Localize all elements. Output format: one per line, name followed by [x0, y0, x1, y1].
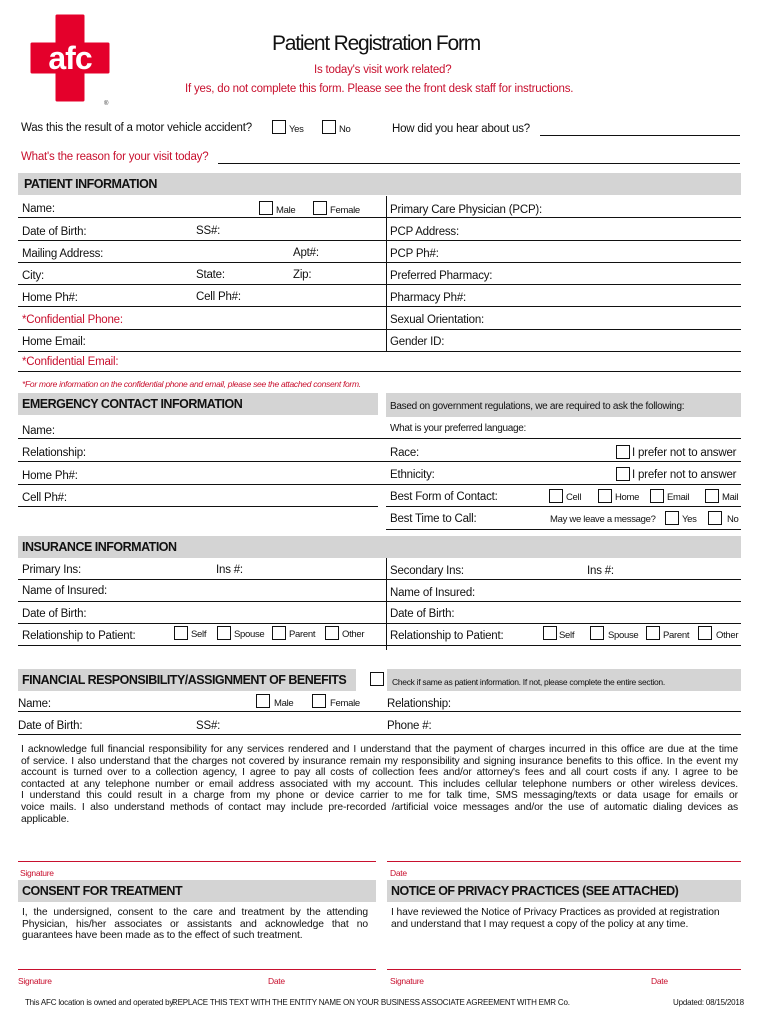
primary-relationship-label: Relationship to Patient:	[22, 630, 136, 642]
patient-male-checkbox[interactable]	[259, 201, 273, 215]
financial-line: account is turned over to a collection agency, I agree to pay all costs of collection fees and/or attorney's fees and all court costs if any. I agree to be	[21, 767, 738, 779]
financial-male-checkbox[interactable]	[256, 694, 270, 708]
logo-text: afc	[48, 40, 92, 76]
row-line	[18, 734, 741, 735]
financial-line: voice mails. I also understand methods of contact may include pre-recorded /artificial voice messages and/or the use of automatic dialing devices as	[21, 801, 738, 813]
emergency-home-phone-label: Home Ph#:	[22, 470, 78, 482]
secondary-ins-label: Secondary Ins:	[390, 565, 464, 577]
mailing-address-label: Mailing Address:	[22, 248, 104, 260]
patient-male-label: Male	[276, 205, 296, 216]
financial-line: applicable.	[21, 813, 70, 825]
privacy-paragraph	[391, 907, 739, 930]
patient-info-heading: PATIENT INFORMATION	[24, 177, 157, 191]
form-title: Patient Registration Form	[272, 32, 481, 55]
primary-dob-label: Date of Birth:	[22, 608, 87, 620]
work-related-question: Is today's visit work related?	[314, 64, 452, 76]
financial-heading: FINANCIAL RESPONSIBILITY/ASSIGNMENT OF BENEFITS	[22, 673, 347, 687]
ethnicity-label: Ethnicity:	[390, 469, 435, 481]
emergency-name-label: Name:	[22, 425, 55, 437]
primary-parent-label: Parent	[289, 629, 316, 640]
home-phone-label: Home Ph#:	[22, 292, 78, 304]
race-label: Race:	[390, 447, 420, 459]
emergency-heading: EMERGENCY CONTACT INFORMATION	[22, 397, 243, 411]
row-line	[18, 623, 741, 624]
patient-ssn-label: SS#:	[196, 225, 221, 237]
row-line	[18, 262, 741, 263]
financial-paragraph	[21, 744, 738, 825]
row-line	[18, 240, 741, 241]
emergency-relationship-label: Relationship:	[22, 447, 86, 459]
preferred-language-label: What is your preferred language:	[390, 423, 527, 434]
apt-label: Apt#:	[293, 247, 319, 259]
gender-id-label: Gender ID:	[390, 336, 445, 348]
footer-owned-text: This AFC location is owned and operated by:	[25, 998, 176, 1007]
insurance-heading: INSURANCE INFORMATION	[22, 540, 177, 554]
contact-cell-label: Cell	[566, 492, 582, 503]
financial-signature-label: Signature	[20, 868, 54, 878]
primary-name-insured-label: Name of Insured:	[22, 585, 108, 597]
financial-line: of service. I also understand that the charges not covered by insurance remain my responsibility and signing insurance benefits to this office. In the event my	[21, 755, 738, 767]
motor-vehicle-question: Was this the result of a motor vehicle accident?	[21, 122, 252, 134]
primary-ins-number-label: Ins #:	[216, 564, 243, 576]
best-contact-label: Best Form of Contact:	[390, 491, 498, 503]
patient-female-label: Female	[330, 205, 360, 216]
row-line	[18, 351, 741, 352]
primary-other-label: Other	[342, 629, 365, 640]
financial-line: I understand this could result in a charge from my phone or device carrier to me for talk time, SMS messaging/texts or data usage for emails or	[21, 790, 738, 802]
pcp-phone-label: PCP Ph#:	[390, 248, 439, 260]
race-prefer-not-checkbox[interactable]	[616, 445, 630, 459]
same-as-patient-text: Check if same as patient information. If not, please complete the entire section.	[392, 677, 665, 687]
financial-dob-label: Date of Birth:	[18, 720, 83, 732]
row-line	[18, 217, 741, 218]
financial-female-checkbox[interactable]	[312, 694, 326, 708]
contact-mail-checkbox[interactable]	[705, 489, 719, 503]
ethnicity-prefer-not-label: I prefer not to answer	[632, 469, 737, 481]
consent-line: I, the undersigned, consent to the care and treatment by the attending	[22, 907, 368, 918]
best-time-label: Best Time to Call:	[390, 513, 477, 525]
motor-yes-checkbox[interactable]	[272, 120, 286, 134]
secondary-parent-label: Parent	[663, 630, 690, 641]
privacy-line: I have reviewed the Notice of Privacy Practices as provided at registration	[391, 907, 720, 918]
row-line	[18, 329, 741, 330]
patient-female-checkbox[interactable]	[313, 201, 327, 215]
financial-relationship-label: Relationship:	[387, 698, 451, 710]
row-line	[386, 529, 741, 530]
row-line	[18, 711, 741, 712]
privacy-signature-label: Signature	[390, 976, 424, 986]
pharmacy-phone-label: Pharmacy Ph#:	[390, 292, 467, 304]
motor-no-label: No	[339, 124, 351, 135]
state-label: State:	[196, 269, 225, 281]
secondary-dob-label: Date of Birth:	[390, 608, 455, 620]
financial-phone-label: Phone #:	[387, 720, 432, 732]
secondary-spouse-label: Spouse	[608, 630, 639, 641]
privacy-heading: NOTICE OF PRIVACY PRACTICES (SEE ATTACHED)	[391, 884, 679, 898]
secondary-parent-checkbox[interactable]	[646, 626, 660, 640]
secondary-self-label: Self	[559, 630, 575, 641]
city-label: City:	[22, 270, 45, 282]
insurance-divider	[386, 558, 387, 650]
leave-message-yes-label: Yes	[682, 514, 697, 525]
primary-self-label: Self	[191, 629, 207, 640]
patient-dob-label: Date of Birth:	[22, 226, 87, 238]
financial-ssn-label: SS#:	[196, 720, 221, 732]
secondary-spouse-checkbox[interactable]	[590, 626, 604, 640]
row-line	[18, 371, 741, 372]
consent-signature-label: Signature	[18, 976, 52, 986]
privacy-line: and understand that I may request a copy of the policy at any time.	[391, 918, 689, 930]
motor-no-checkbox[interactable]	[322, 120, 336, 134]
row-line	[18, 438, 741, 439]
pcp-label: Primary Care Physician (PCP):	[390, 204, 543, 216]
motor-yes-label: Yes	[289, 124, 304, 135]
privacy-signature-line[interactable]	[387, 969, 741, 970]
financial-line: I acknowledge full financial responsibility for any services rendered and I understand that the payment of charges incurred in this office are due at the time	[21, 744, 738, 755]
consent-paragraph	[22, 907, 368, 942]
pcp-address-label: PCP Address:	[390, 226, 459, 238]
footer-updated-text: Updated: 08/15/2018	[673, 998, 744, 1007]
row-line	[18, 506, 378, 507]
contact-email-label: Email	[667, 492, 690, 503]
contact-mail-label: Mail	[722, 492, 739, 503]
financial-female-label: Female	[330, 698, 360, 709]
secondary-self-checkbox[interactable]	[543, 626, 557, 640]
hear-about-line[interactable]	[540, 135, 740, 136]
home-email-label: Home Email:	[22, 336, 86, 348]
visit-reason-line[interactable]	[218, 163, 740, 164]
work-related-instruction: If yes, do not complete this form. Please see the front desk staff for instructions.	[185, 83, 574, 95]
secondary-relationship-label: Relationship to Patient:	[390, 630, 504, 642]
row-line	[386, 506, 741, 507]
secondary-other-label: Other	[716, 630, 739, 641]
row-line	[18, 306, 741, 307]
leave-message-no-label: No	[727, 514, 739, 525]
primary-other-checkbox[interactable]	[325, 626, 339, 640]
primary-ins-label: Primary Ins:	[22, 564, 81, 576]
consent-date-label: Date	[268, 976, 285, 986]
contact-email-checkbox[interactable]	[650, 489, 664, 503]
primary-spouse-label: Spouse	[234, 629, 265, 640]
row-line	[18, 484, 741, 485]
financial-line: contacted at any telephone number or email address associated with my account. This includes cellular telephone numbers or other wireless devices.	[21, 778, 738, 790]
visit-reason-label: What's the reason for your visit today?	[21, 151, 209, 163]
secondary-ins-number-label: Ins #:	[587, 565, 614, 577]
hear-about-label: How did you hear about us?	[392, 123, 531, 135]
contact-cell-checkbox[interactable]	[549, 489, 563, 503]
consent-line: guarantees have been made as to the effect of such treatment.	[22, 930, 303, 942]
financial-male-label: Male	[274, 698, 294, 709]
financial-signature-line[interactable]	[18, 861, 376, 862]
primary-parent-checkbox[interactable]	[272, 626, 286, 640]
svg-text:®: ®	[104, 101, 109, 106]
confidential-phone-label: *Confidential Phone:	[22, 314, 123, 326]
row-line	[18, 645, 741, 646]
row-line	[18, 461, 741, 462]
sexual-orientation-label: Sexual Orientation:	[390, 314, 485, 326]
leave-message-yes-checkbox[interactable]	[665, 511, 679, 525]
financial-date-label: Date	[390, 868, 407, 878]
primary-spouse-checkbox[interactable]	[217, 626, 231, 640]
financial-name-label: Name:	[18, 698, 51, 710]
emergency-cell-phone-label: Cell Ph#:	[22, 492, 67, 504]
gov-regulations-text: Based on government regulations, we are required to ask the following:	[390, 401, 685, 412]
row-line	[18, 284, 741, 285]
same-as-patient-checkbox[interactable]	[370, 672, 384, 686]
confidential-email-label: *Confidential Email:	[22, 356, 119, 368]
row-line	[18, 579, 741, 580]
row-line	[18, 601, 741, 602]
financial-date-line[interactable]	[387, 861, 741, 862]
leave-message-label: May we leave a message?	[550, 514, 656, 525]
zip-label: Zip:	[293, 269, 312, 281]
privacy-date-label: Date	[651, 976, 668, 986]
cell-phone-label: Cell Ph#:	[196, 291, 241, 303]
race-prefer-not-label: I prefer not to answer	[632, 447, 737, 459]
ethnicity-prefer-not-checkbox[interactable]	[616, 467, 630, 481]
contact-home-checkbox[interactable]	[598, 489, 612, 503]
leave-message-no-checkbox[interactable]	[708, 511, 722, 525]
primary-self-checkbox[interactable]	[174, 626, 188, 640]
consent-heading: CONSENT FOR TREATMENT	[22, 884, 183, 898]
contact-home-label: Home	[615, 492, 640, 503]
afc-logo	[30, 14, 110, 106]
confidential-note: *For more information on the confidential phone and email, please see the attached consent form.	[22, 379, 361, 389]
pharmacy-label: Preferred Pharmacy:	[390, 270, 493, 282]
consent-signature-line[interactable]	[18, 969, 376, 970]
patient-name-label: Name:	[22, 203, 55, 215]
footer-entity-text: REPLACE THIS TEXT WITH THE ENTITY NAME ON YOUR BUSINESS ASSOCIATE AGREEMENT WITH EMR Co.	[172, 998, 570, 1007]
secondary-other-checkbox[interactable]	[698, 626, 712, 640]
consent-line: Physician, his/her associates or assistants and acknowledge that no	[22, 918, 368, 930]
secondary-name-insured-label: Name of Insured:	[390, 587, 476, 599]
